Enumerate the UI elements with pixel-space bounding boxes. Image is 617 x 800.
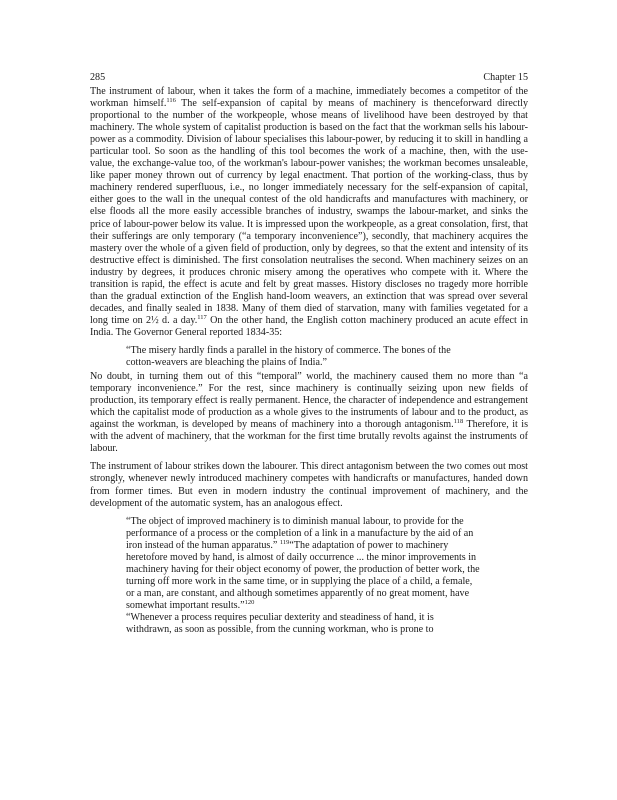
block-quote-1: “The misery hardly finds a parallel in the history of commerce. The bones of the cotton-weavers are bleaching the plains of India.” (126, 344, 451, 369)
footnote-ref-119[interactable]: 119 (279, 538, 290, 546)
paragraph-2-text-a: No doubt, in turning them out of this “temporal” world, the machinery caused them no more than “a temporary inconvenience.” For the rest, since machinery is continually seizing upon new fields of production, its temporary effect is really permanent. Hence, the character of independence and estrangement which the capitalist mode of production as a whole gives to the instruments of labour and to the product, as against the workman, is developed by means of machinery into a thorough antagonism. (90, 371, 528, 431)
block-quote-2-text-b: “The adaptation of power to machinery heretofore moved by hand, is almost of daily occurrence ... the minor improvements in machinery having for their object economy of power, the production of better work, the turning off more work in the same time, or in supplying the place of a child, a female, or a man, are constant, and although sometimes apparently of no great moment, have somewhat important results.” (126, 539, 480, 611)
page-number: 285 (90, 72, 106, 83)
footnote-ref-117[interactable]: 117 (197, 313, 207, 321)
paragraph-2 (90, 371, 528, 455)
paragraph-3: The instrument of labour strikes down the labourer. This direct antagonism between the two comes out most strongly, whenever newly introduced machinery competes with handicrafts or manufactures, handed down from former times. But even in modern industry the continual improvement of machinery, and the development of the automatic system, has an analogous effect. (90, 461, 528, 509)
paragraph-1 (90, 86, 528, 339)
paragraph-2-text-b: Therefore, it is with the advent of machinery, that the workman for the first time brutally revolts against the instruments of labour. (90, 419, 528, 455)
footnote-ref-118[interactable]: 118 (453, 418, 464, 426)
paragraph-1-text-a: The instrument of labour, when it takes the form of a machine, immediately becomes a competitor of the workman himself. (90, 86, 528, 110)
chapter-label: Chapter 15 (483, 72, 528, 83)
block-quote-2 (126, 516, 480, 636)
block-quote-2-text-a: “The object of improved machinery is to diminish manual labour, to provide for the performance of a process or the completion of a link in a manufacture by the aid of an iron instead of the human apparatus.” (126, 515, 474, 551)
paragraph-1-text-b: The self-expansion of capital by means of machinery is thenceforward directly proportional to the number of the workpeople, whose means of livelihood have been destroyed by that machinery. The whole system of capitalist production is based on the fact that the workman sells his labour-power as a commodity. Division of labour specialises this labour-power, by reducing it to skill in handling a particular tool. So soon as the handling of this tool becomes the work of a machine, then, with the use-value, the exchange-value too, of the workman's labour-power vanishes; the workman becomes unsaleable, like paper money thrown out of currency by legal enactment. That portion of the working-class, thus by machinery rendered superfluous, i.e., no longer immediately necessary for the self-expansion of capital, either goes to the wall in the unequal contest of the old handicrafts and manufactures with machinery, or else floods all the more easily accessible branches of industry, swamps the labour-market, and sinks the price of labour-power below its value. It is impressed upon the workpeople, as a great consolation, first, that their sufferings are only temporary (“a temporary inconvenience”), secondly, that machinery acquires the mastery over the whole of a given field of production, only by degrees, so that the extent and intensity of its destructive effect is diminished. The first consolation neutralises the second. When machinery seizes on an industry by degrees, it produces chronic misery among the operatives who compete with it. Where the transition is rapid, the effect is acute and felt by great masses. History discloses no tragedy more horrible than the gradual extinction of the English hand-loom weavers, an extinction that was spread over several decades, and finally sealed in 1838. Many of them died of starvation, many with families vegetated for a long time on 2½ d. a day. (90, 98, 529, 326)
footnote-ref-120[interactable]: 120 (244, 598, 255, 606)
paragraph-1-text-c: On the other hand, the English cotton machinery produced an acute effect in India. The Governor General reported 1834-35: (90, 314, 528, 338)
document-page (90, 72, 528, 642)
footnote-ref-116[interactable]: 116 (166, 97, 176, 105)
page-header (90, 72, 528, 85)
block-quote-3-text: “Whenever a process requires peculiar dexterity and steadiness of hand, it is withdrawn, as soon as possible, from the cunning workman, who is prone to (126, 611, 434, 636)
